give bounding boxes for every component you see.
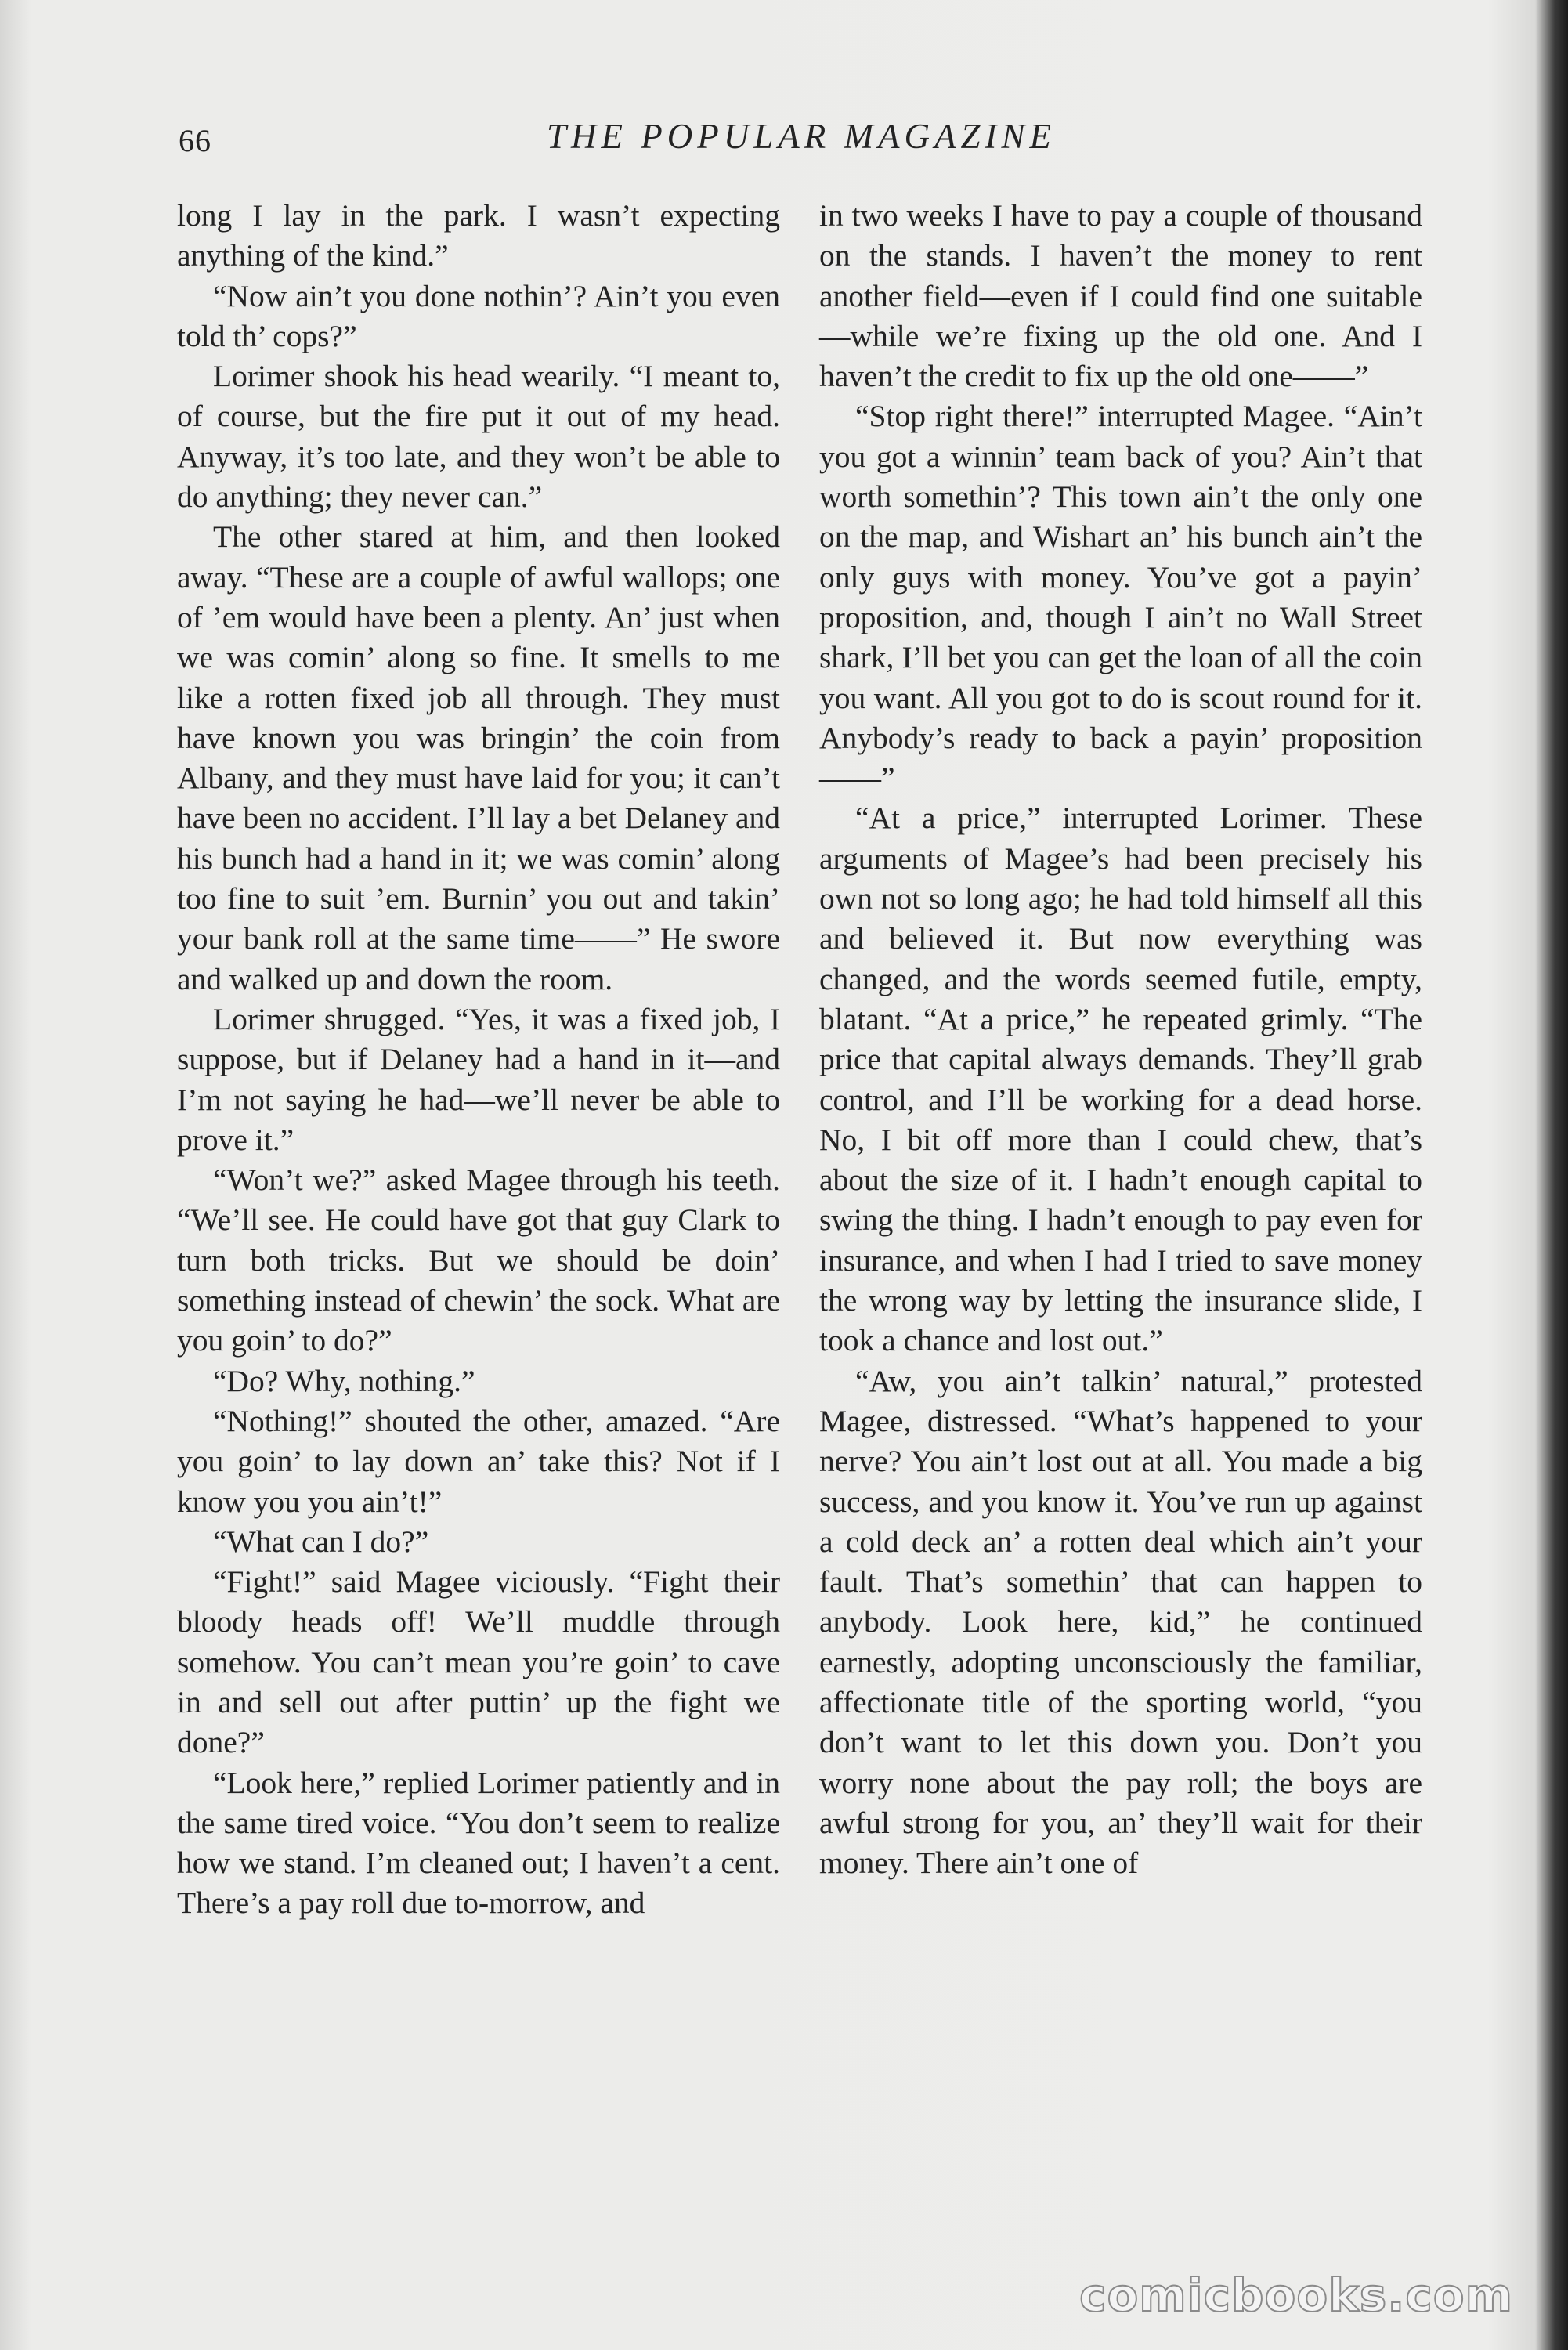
paragraph: long I lay in the park. I wasn’t expecting anything of the kind.” [177,198,780,273]
left-column [177,196,780,1924]
paragraph: “What can I do?” [213,1524,429,1559]
paragraph: “Stop right there!” interrupted Magee. “Ain’t you got a winnin’ team back of you? Ain’t that worth somethin’? This town ain’t the only one on the map, and Wishart an’ his bunch ain’t the only guys with money. You’ve got a payin’ proposition, and, though I ain’t no Wall Street shark, I’ll bet you can get the loan of all the coin you want. All you got to do is scout round for it. Anybody’s ready to back a payin’ proposition——” [819,399,1422,796]
running-head: THE POPULAR MAGAZINE [547,117,1056,156]
watermark: comicbooks.com [1079,2269,1513,2322]
paragraph: “Fight!” said Magee viciously. “Fight their bloody heads off! We’ll muddle through somehow. You can’t mean you’re goin’ to cave in and sell out after puttin’ up the fight we done?” [177,1564,780,1760]
paragraph: “Nothing!” shouted the other, amazed. “Are you goin’ to lay down an’ take this? Not if I know you you ain’t!” [177,1403,780,1519]
paragraph: “Look here,” replied Lorimer patiently and in the same tired voice. “You don’t seem to realize how we stand. I’m cleaned out; I haven’t a cent. There’s a pay roll due to-morrow, and [177,1765,780,1921]
paragraph: Lorimer shrugged. “Yes, it was a fixed job, I suppose, but if Delaney had a hand in it—and I’m not saying he had—we’ll never be able to prove it.” [177,1001,780,1157]
page-header [179,116,1424,171]
paragraph: “Do? Why, nothing.” [213,1363,475,1398]
paragraph: “Won’t we?” asked Magee through his teeth. “We’ll see. He could have got that guy Clark to turn both tricks. But we should be doin’ something instead of chewin’ the sock. What are you goin’ to do?” [177,1162,780,1358]
paragraph: Lorimer shook his head wearily. “I meant to, of course, but the fire put it out of my head. Anyway, it’s too late, and they won’t be able to do anything; they never can.” [177,359,780,515]
paragraph: The other stared at him, and then looked away. “These are a couple of awful wallops; one of ’em would have been a plenty. An’ just when we was comin’ along so fine. It smells to me like a rotten fixed job all through. They must have known you was bringin’ the coin from Albany, and they must have laid for you; it can’t have been no accident. I’ll lay a bet Delaney and his bunch had a hand in it; we was comin’ along too fine to suit ’em. Burnin’ you out and takin’ your bank roll at the same time——” He swore and walked up and down the room. [177,519,780,996]
right-column [819,196,1422,1883]
paragraph: “Aw, you ain’t talkin’ natural,” protested Magee, distressed. “What’s happened to your nerve? You ain’t lost out at all. You made a big success, and you know it. You’ve run up against a cold deck an’ a rotten deal which ain’t your fault. That’s somethin’ that can happen to anybody. Look here, kid,” he continued earnestly, adopting unconsciously the familiar, affectionate title of the sporting world, “you don’t want to let this down you. Don’t you worry none about the pay roll; the boys are awful strong for you, an’ they’ll wait for their money. There ain’t one of [819,1363,1422,1881]
paragraph: in two weeks I have to pay a couple of thousand on the stands. I haven’t the money to rent another field—even if I could find one suitable—while we’re fixing up the old one. And I haven’t the credit to fix up the old one——” [819,198,1422,394]
paragraph: “Now ain’t you done nothin’? Ain’t you even told th’ cops?” [177,278,780,353]
paragraph: “At a price,” interrupted Lorimer. These arguments of Magee’s had been precisely his own not so long ago; he had told himself all this and believed it. But now everything was changed, and the words seemed futile, empty, blatant. “At a price,” he repeated grimly. “The price that capital always demands. They’ll grab control, and I’ll be working for a dead horse. No, I bit off more than I could chew, that’s about the size of it. I hadn’t enough capital to swing the thing. I hadn’t enough to pay even for insurance, and when I had I tried to save money the wrong way by letting the insurance slide, I took a chance and lost out.” [819,801,1422,1358]
page-number: 66 [179,123,211,158]
